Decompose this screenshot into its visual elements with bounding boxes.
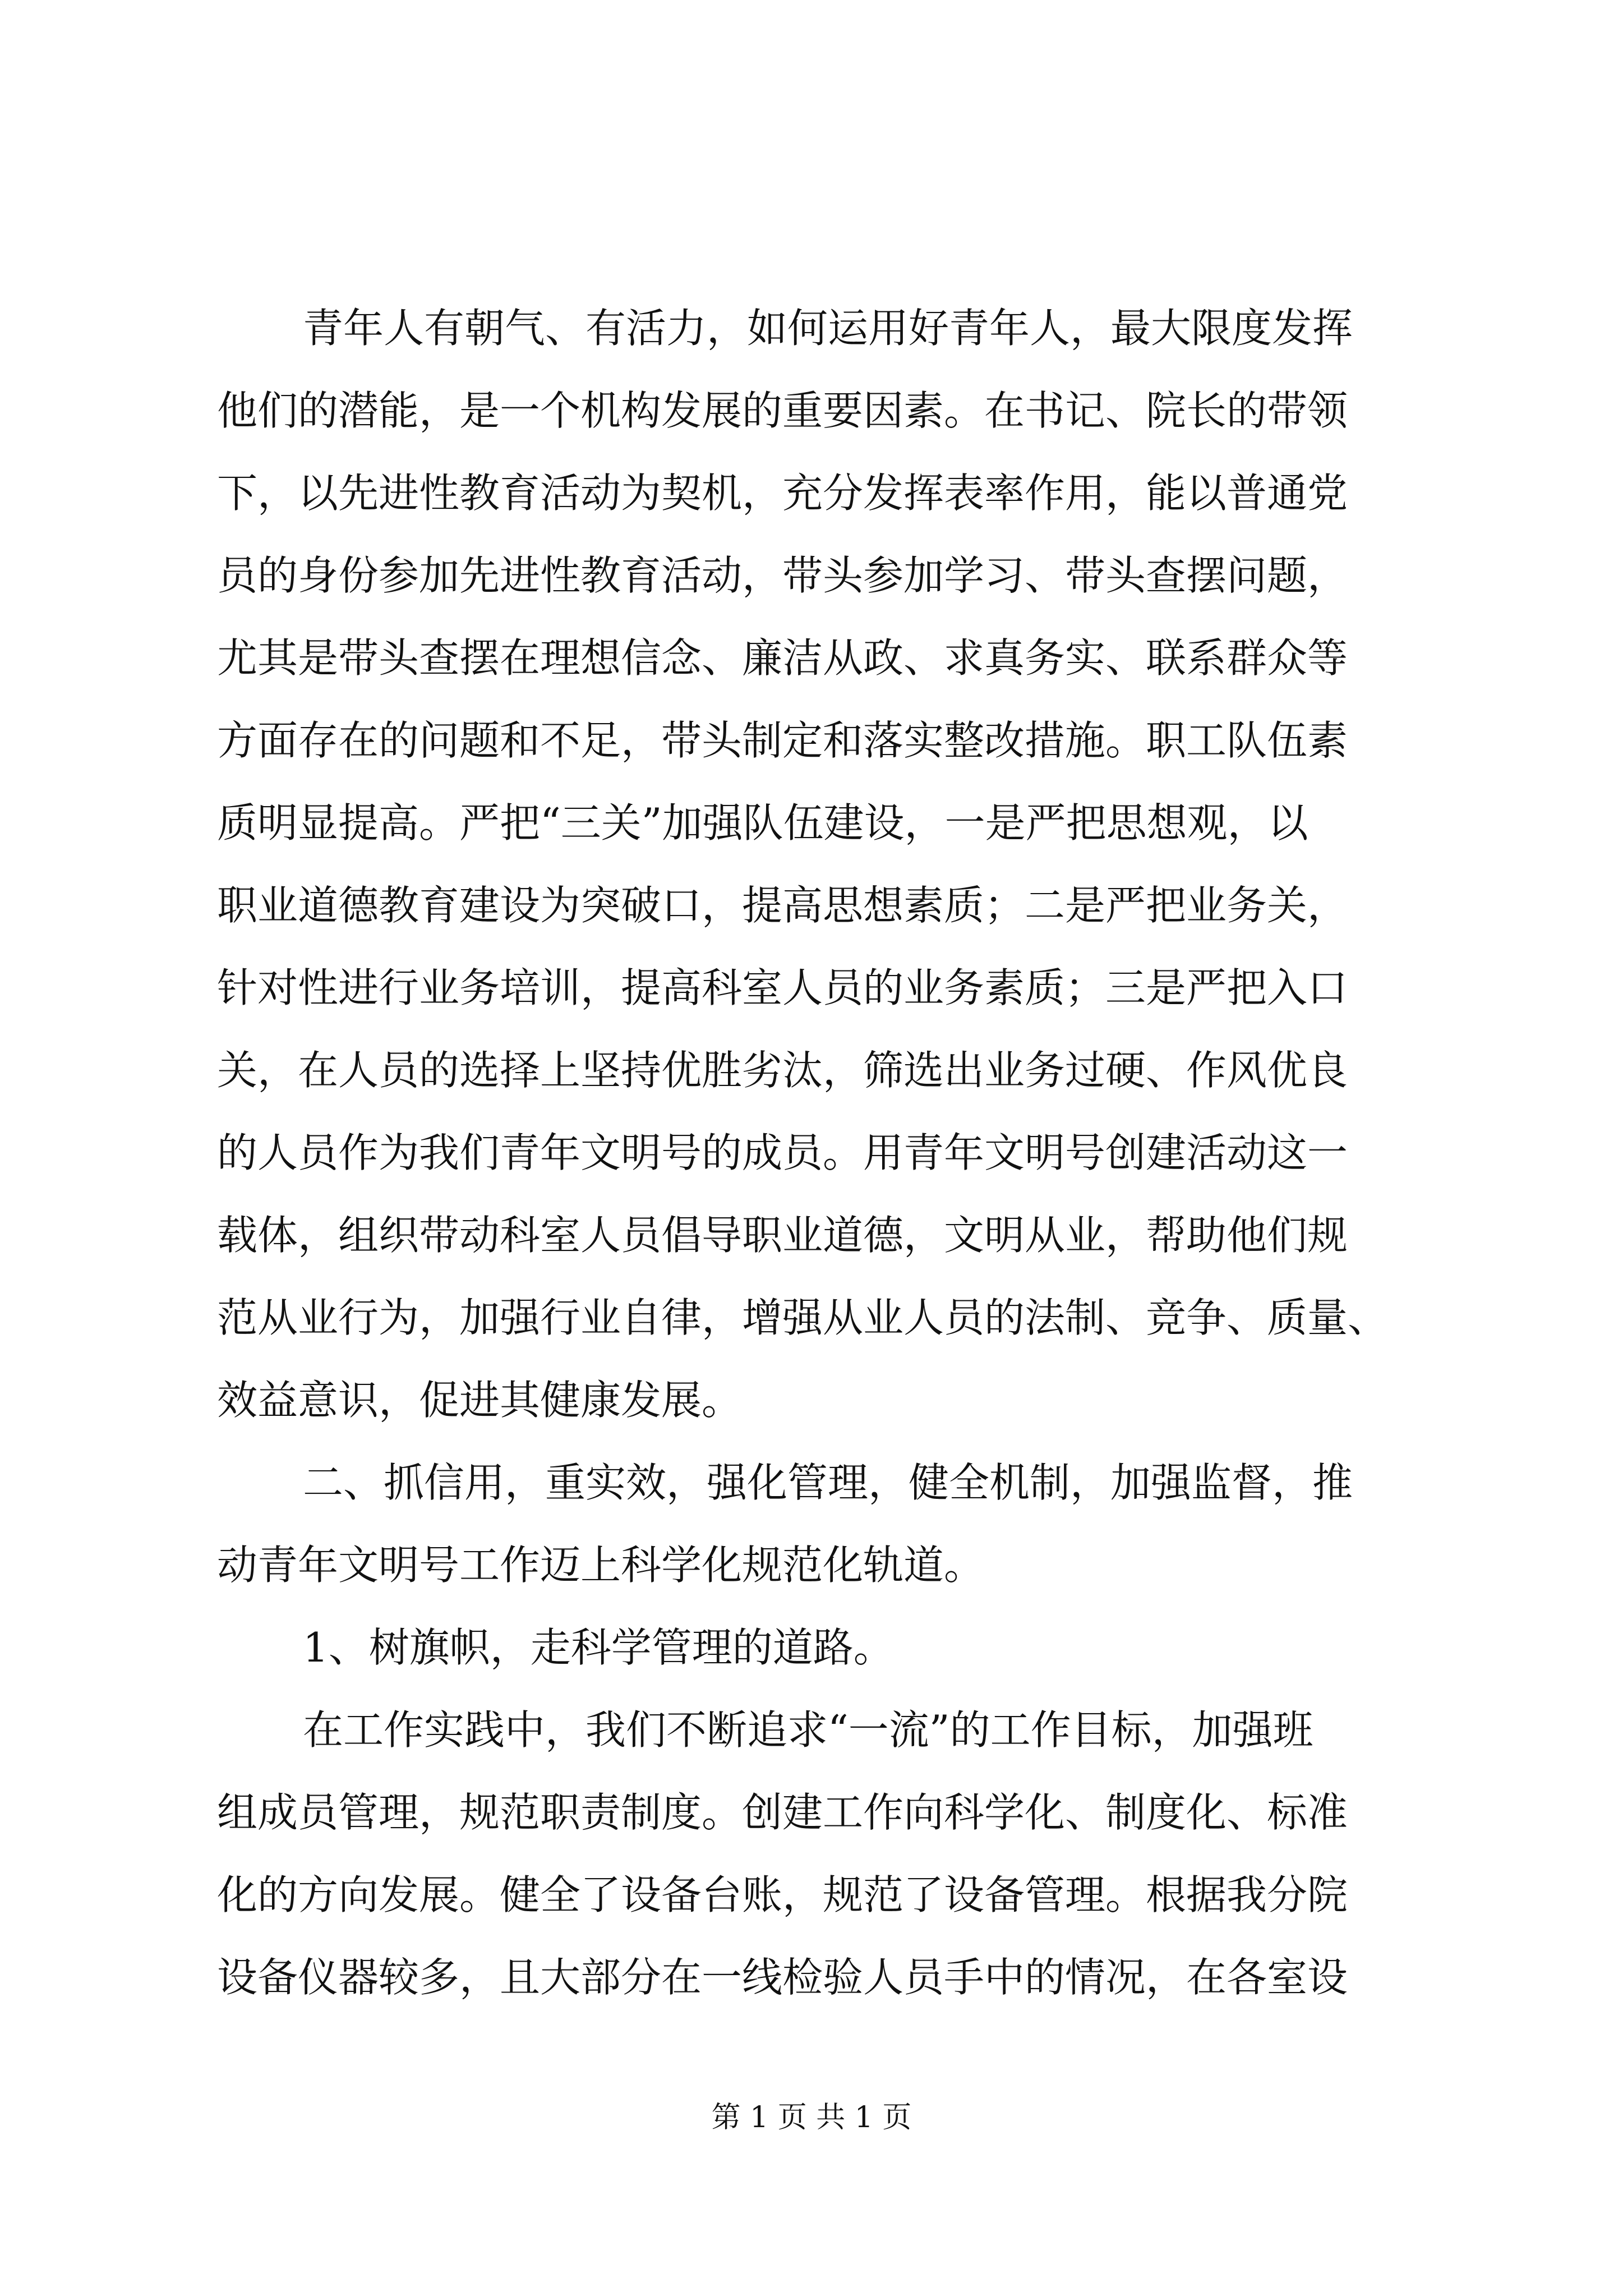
text-line: 动青年文明号工作迈上科学化规范化轨道。 — [217, 1542, 985, 1589]
text-line: 在工作实践中，我们不断追求“一流”的工作目标，加强班 — [303, 1706, 1313, 1754]
text-line: 的人员作为我们青年文明号的成员。用青年文明号创建活动这一 — [217, 1129, 1348, 1176]
text-line: 效益意识，促进其健康发展。 — [217, 1377, 743, 1424]
text-line: 范从业行为，加强行业自律，增强从业人员的法制、竞争、质量、 — [217, 1294, 1389, 1341]
text-line: 职业道德教育建设为突破口，提高思想素质；二是严把业务关， — [217, 882, 1348, 929]
text-line: 质明显提高。严把“三关”加强队伍建设，一是严把思想观，以 — [217, 799, 1308, 846]
text-line: 方面存在的问题和不足，带头制定和落实整改措施。职工队伍素 — [217, 717, 1348, 764]
text-line: 尤其是带头查摆在理想信念、廉洁从政、求真务实、联系群众等 — [217, 634, 1348, 682]
text-line: 关，在人员的选择上坚持优胜劣汰，筛选出业务过硬、作风优良 — [217, 1047, 1348, 1094]
text-line: 二、抓信用，重实效，强化管理，健全机制，加强监督，推 — [303, 1459, 1353, 1506]
text-line: 1、树旗帜，走科学管理的道路。 — [303, 1624, 894, 1671]
text-line: 载体，组织带动科室人员倡导职业道德，文明从业，帮助他们规 — [217, 1212, 1348, 1259]
text-line: 员的身份参加先进性教育活动，带头参加学习、带头查摆问题， — [217, 552, 1348, 599]
text-line: 化的方向发展。健全了设备台账，规范了设备管理。根据我分院 — [217, 1871, 1348, 1918]
text-line: 针对性进行业务培训，提高科室人员的业务素质；三是严把入口 — [217, 964, 1348, 1011]
text-line: 他们的潜能，是一个机构发展的重要因素。在书记、院长的带领 — [217, 387, 1348, 434]
text-line: 设备仪器较多，且大部分在一线检验人员手中的情况，在各室设 — [217, 1954, 1348, 2001]
text-line: 组成员管理，规范职责制度。创建工作向科学化、制度化、标准 — [217, 1789, 1348, 1836]
text-line: 下，以先进性教育活动为契机，充分发挥表率作用，能以普通党 — [217, 470, 1348, 517]
text-line: 青年人有朝气、有活力，如何运用好青年人，最大限度发挥 — [303, 305, 1353, 352]
page-number-footer: 第 1 页 共 1 页 — [711, 2101, 912, 2134]
